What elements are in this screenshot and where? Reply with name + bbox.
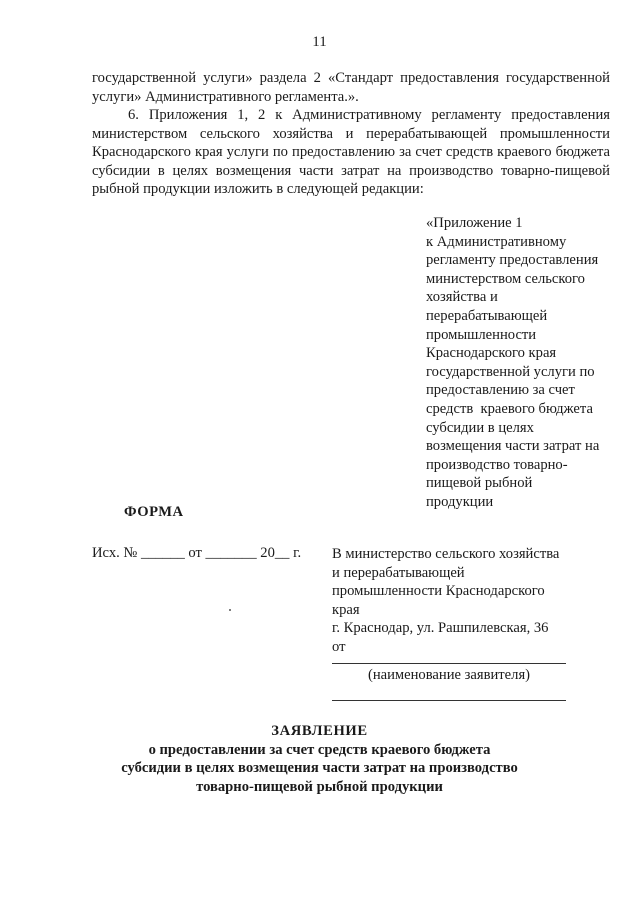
page-number: 11 xyxy=(312,34,327,50)
appendix-line: промышленности xyxy=(426,326,537,343)
appendix-line: Краснодарского края xyxy=(426,345,557,362)
appendix-line: производство товарно- xyxy=(426,456,568,473)
title-line: субсидии в целях возмещения части затрат на производство xyxy=(121,760,518,777)
appendix-line: министерством сельского xyxy=(426,270,585,287)
applicant-name-line xyxy=(332,663,566,664)
addressee-line: края xyxy=(332,601,360,618)
body-text xyxy=(92,69,610,199)
addressee-line: от xyxy=(332,638,346,655)
appendix-line: перерабатывающей xyxy=(426,307,548,324)
appendix-line: средств краевого бюджета xyxy=(426,400,593,417)
paragraph-item-6: 6. Приложения 1, 2 к Административному регламенту предоставления министерством сельского хозяйства и перерабатывающей промышленности Краснодарского края услуги по предоставлению за счет средств краевого бюджета субсидии в целях возмещения части затрат на производство товарно-пищевой рыбной продукции изложить в следующей редакции: xyxy=(92,107,610,197)
appendix-line: продукции xyxy=(426,493,494,510)
appendix-line: «Приложение 1 xyxy=(426,215,523,231)
outgoing-number-field: Исх. № ______ от _______ 20__ г. xyxy=(92,545,302,561)
form-label: ФОРМА xyxy=(124,504,184,520)
title-line: товарно-пищевой рыбной продукции xyxy=(196,778,443,795)
addressee-line: и перерабатывающей xyxy=(332,564,465,581)
appendix-line: субсидии в целях xyxy=(426,419,534,436)
title-heading: ЗАЯВЛЕНИЕ xyxy=(271,723,368,739)
appendix-line: предоставлению за счет xyxy=(426,382,575,399)
applicant-extra-line xyxy=(332,700,566,701)
scan-speck xyxy=(229,609,231,611)
appendix-header xyxy=(426,214,616,512)
appendix-line: хозяйства и xyxy=(426,289,498,306)
addressee-line: промышленности Краснодарского xyxy=(332,583,545,600)
appendix-line: к Административному xyxy=(426,233,567,250)
appendix-line: регламенту предоставления xyxy=(426,252,599,269)
application-title xyxy=(0,722,639,796)
addressee-block xyxy=(332,545,592,657)
paragraph-continuation: государственной услуги» раздела 2 «Стандарт предоставления государственной услуги» Административного регламента.». xyxy=(92,70,610,105)
addressee-line: г. Краснодар, ул. Рашпилевская, 36 xyxy=(332,620,549,637)
appendix-line: пищевой рыбной xyxy=(426,475,533,492)
appendix-line: возмещения части затрат на xyxy=(426,438,600,455)
applicant-caption: (наименование заявителя) xyxy=(367,667,531,683)
appendix-line: государственной услуги по xyxy=(426,363,595,380)
addressee-line: В министерство сельского хозяйства xyxy=(332,546,560,562)
title-line: о предоставлении за счет средств краевого бюджета xyxy=(148,741,491,758)
